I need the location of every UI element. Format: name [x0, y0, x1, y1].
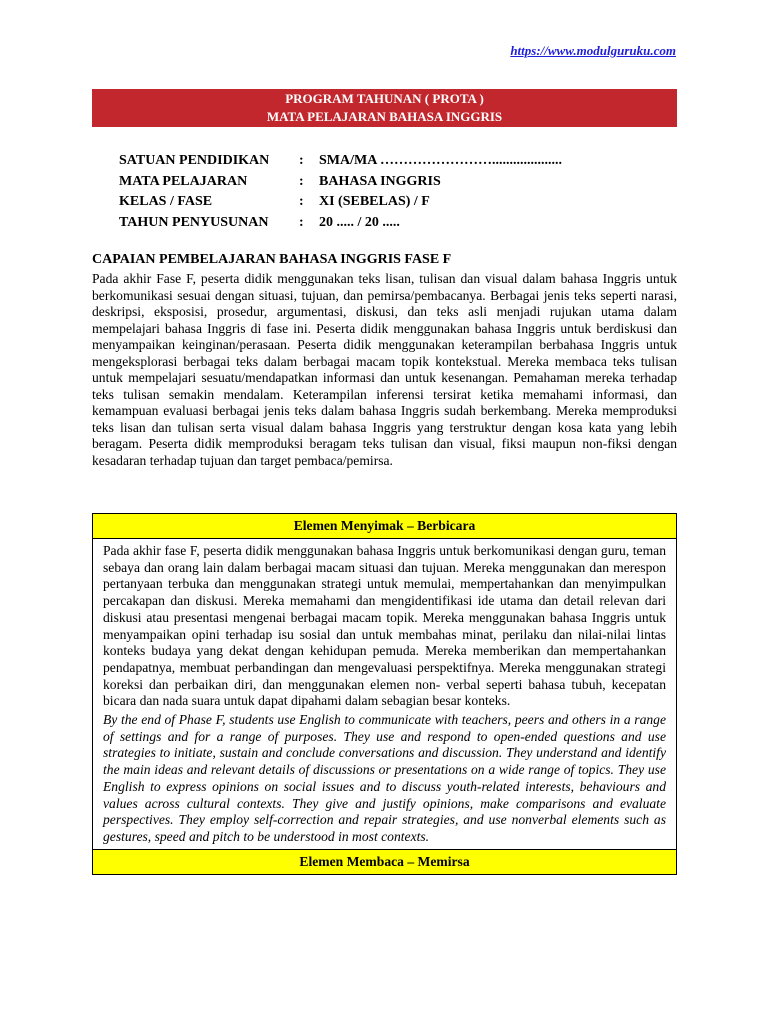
info-label: KELAS / FASE — [119, 194, 213, 210]
info-row-tahun — [119, 213, 562, 234]
website-url-link[interactable]: https://www.modulguruku.com — [510, 43, 676, 58]
info-colon: : — [299, 194, 304, 210]
english-text: By the end of Phase F, students use English to communicate with teachers, peers and others in a range of settings and for a range of purposes. They use and respond to open-ended questions and use strategies to initiate, sustain and conclude conversations and discussion. They understand and identify the main ideas and relevant details of discussions or presentations on a wide range of topics. They use English to express opinions on social issues and to discuss youth-related interests, behaviours and values across cultural contexts. They give and justify opinions, make comparisons and evaluate perspectives. They employ self-correction and repair strategies, and use nonverbal elements such as gestures, speed and pitch to be understood in most contexts. — [103, 712, 666, 844]
info-value: XI (SEBELAS) / F — [319, 194, 430, 210]
info-label: MATA PELAJARAN — [119, 173, 248, 189]
indonesian-text: Pada akhir fase F, peserta didik menggunakan bahasa Inggris untuk berkomunikasi dengan guru, teman sebaya dan orang lain dalam berbagai macam situasi dan tujuan. Mereka menggunakan dan merespon pertanyaan terbuka dan menggunakan strategi untuk memulai, mempertahankan dan menyimpulkan percakapan dan diskusi. Mereka memahami dan mengidentifikasi ide utama dan detail relevan dari diskusi atau presentasi mengenai berbagai macam topik. Mereka menggunakan bahasa Inggris untuk menyampaikan opini terhadap isu sosial dan untuk membahas minat, perilaku dan nilai-nilai lintas konteks budaya yang dekat dengan kehidupan pemuda. Mereka memberikan dan mempertahankan pendapatnya, membuat perbandingan dan mengevaluasi perspektifnya. Mereka menggunakan strategi koreksi dan perbaikan diri, dan menggunakan elemen non- verbal seperti bahasa tubuh, kecepatan bicara dan nada suara untuk dapat dipahami dalam sebagian besar konteks. — [103, 543, 666, 709]
info-row-mapel — [119, 172, 562, 193]
capaian-heading: CAPAIAN PEMBELAJARAN BAHASA INGGRIS FASE F — [92, 252, 452, 267]
info-colon: : — [299, 173, 304, 189]
info-value: BAHASA INGGRIS — [319, 173, 441, 189]
identity-info — [119, 151, 562, 233]
info-value: SMA/MA …………………….................... — [319, 153, 563, 169]
info-colon: : — [299, 153, 304, 169]
table-header-menyimak: Elemen Menyimak – Berbicara — [93, 514, 676, 539]
info-colon: : — [299, 214, 304, 230]
banner-title-line2: MATA PELAJARAN BAHASA INGGRIS — [266, 109, 503, 124]
info-row-kelas — [119, 192, 562, 213]
info-label: TAHUN PENYUSUNAN — [119, 214, 269, 230]
capaian-paragraph: Pada akhir Fase F, peserta didik menggunakan teks lisan, tulisan dan visual dalam bahasa Inggris untuk berkomunikasi sesuai dengan situasi, tujuan, dan pemirsa/pembacanya. Berbagai jenis teks seperti narasi, deskripsi, eksposisi, prosedur, argumentasi, diskusi, dan teks asli menjadi rujukan utama dalam mempelajari bahasa Inggris di fase ini. Peserta didik menggunakan bahasa Inggris untuk berdiskusi dan menyampaikan keinginan/perasaan. Peserta didik menggunakan keterampilan berbahasa Inggris untuk mengeksplorasi berbagai teks dalam berbagai macam topik kontekstual. Mereka membaca teks tulisan untuk mempelajari sesuatu/mendapatkan informasi dan untuk kesenangan. Pemahaman mereka terhadap teks tulisan semakin mendalam. Keterampilan inferensi tersirat ketika memahami informasi, dan kemampuan evaluasi berbagai jenis teks dalam bahasa Inggris sudah berkembang. Mereka memproduksi teks lisan dan tulisan serta visual dalam bahasa Inggris yang terstruktur dengan kosa kata yang lebih beragam. Peserta didik memproduksi beragam teks tulisan dan visual, fiksi maupun non-fiksi dengan kesadaran terhadap tujuan dan target pembaca/pemirsa. — [92, 271, 677, 468]
table-cell-menyimak — [93, 539, 676, 849]
info-value: 20 ..... / 20 ..... — [319, 214, 400, 230]
info-row-satuan — [119, 151, 562, 172]
table-header-membaca: Elemen Membaca – Memirsa — [93, 849, 676, 874]
info-label: SATUAN PENDIDIKAN — [119, 153, 270, 169]
title-banner — [92, 89, 677, 127]
elemen-table — [92, 513, 677, 875]
banner-title-line1: PROGRAM TAHUNAN ( PROTA ) — [285, 91, 484, 106]
